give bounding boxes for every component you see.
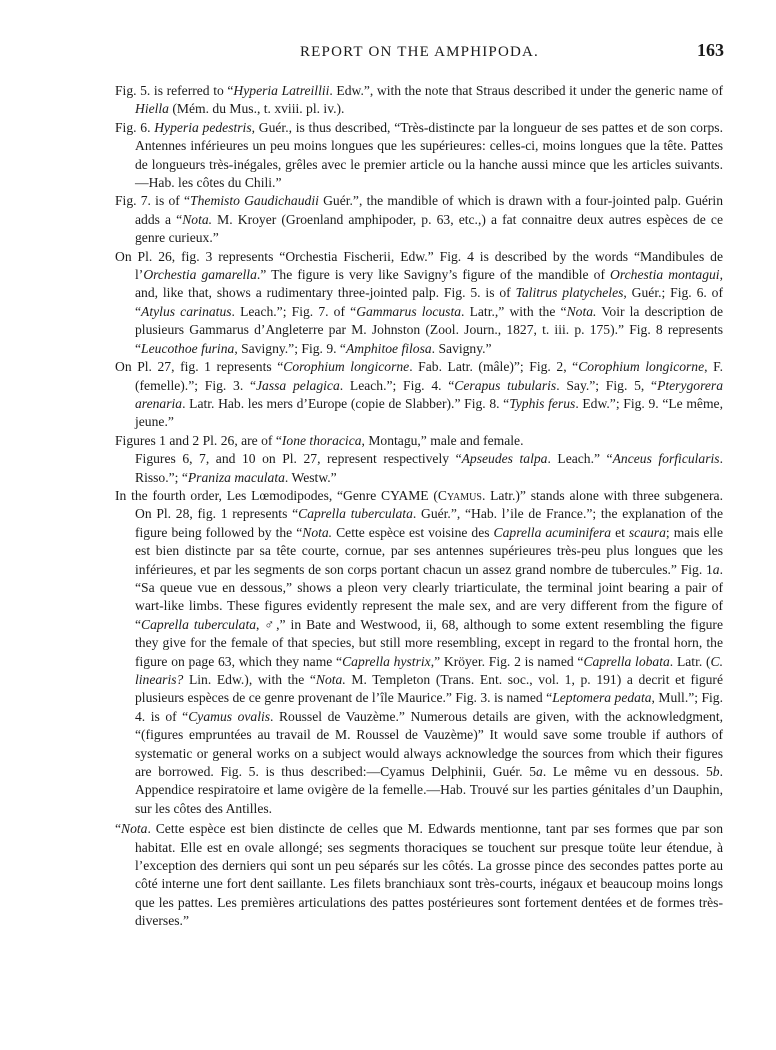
text-run: Cette espèce est voisine des [332, 524, 494, 540]
text-run: On Pl. 26, fig. 3 represents “Orchestia Fischerii, Edw.” Fig. 4 is described by the words “Mandibules de l’ [115, 248, 723, 283]
italic-text: Orchestia gamarella [143, 267, 257, 283]
text-run: , F. (femelle).”; Fig. 3. “ [135, 359, 724, 393]
italic-text: Caprella tuberculata [298, 506, 413, 522]
italic-text: Nota. [182, 211, 213, 227]
paragraph [115, 358, 723, 432]
text-run: In the fourth order, Les Lœmodipodes, “Genre CYAME ( [115, 487, 438, 503]
text-run: , Mull.”; Fig. 4. is of “ [135, 690, 723, 724]
paragraph [115, 248, 723, 358]
text-run: M. Kroyer (Groenland amphipoder, p. 63, etc.,) a fat connaitre deux autres espèces de ce genre curieux.” [135, 211, 723, 246]
italic-text: Corophium longicorne [578, 359, 705, 375]
italic-text: Gammarus locusta [356, 303, 462, 319]
italic-text: Orchestia montagui [610, 267, 720, 283]
text-run: . Say.”; Fig. 5, “ [556, 377, 658, 393]
italic-text: Cyamus ovalis [188, 708, 271, 724]
text-run: ; mais elle est bien distincte par sa tête courte, cornue, par ses antennes supérieures très-peu plus longues que les inférieures, et par les segments de son corps portant chacun un assez grand nombre de tubercules.” Fig. 1 [135, 524, 723, 577]
paragraph [115, 487, 723, 818]
text-run: , Guér., is thus described, “Très-distincte par la longueur de ses pattes et de son corps. Antennes inférieures un peu moins longues que les supérieures: celles-ci, moins longues que la tête. Pattes de longueurs très-inégales, grêles avec le premier article ou la hanche aussi mince que les articles suivants.—Hab. les côtes du Chili.” [135, 119, 723, 191]
italic-text: Caprella hystrix [342, 653, 431, 669]
page-header [115, 40, 724, 64]
text-run: Fig. 5. is referred to “ [115, 83, 234, 98]
text-run: . Edw.”, with the note that Straus described it under the generic name of [329, 83, 723, 98]
italic-text: Corophium longicorne [283, 359, 410, 375]
text-run: . “Sa queue vue en dessous,” shows a pleon very clearly triarticulate, the terminal joint bearing a pair of wart-like limbs. These figures evidently represent the male sex, and are very different from the figure of “ [135, 561, 723, 632]
text-run: Fig. 6. [115, 119, 155, 135]
text-run: . Leach.”; Fig. 7. of “ [231, 303, 357, 319]
text-run: .” The figure is very like Savigny’s figure of the mandible of [256, 267, 611, 283]
text-run: . Risso.”; “ [135, 451, 723, 485]
italic-text: Leucothoe furina [141, 340, 235, 356]
text-run: . Cette espèce est bien distincte de celles que M. Edwards mentionne, tant par ses formes que par son habitat. Elle est en ovale allongé; ses segments thoraciques se touchent sur presque toüte leur étendue, à l’exception des derniers qui sont un peu séparés sur les côtés. La grosse pince des secondes pattes porte au côté interne une fort dent saillante. Les filets branchiaux sont très-courts, inégaux et beaucoup moins longs que les pattes. Les premières articulations des pattes postérieures sont fortement dentées et de formes très-diverses.” [135, 821, 723, 929]
text-run: . Fab. Latr. (mâle)”; Fig. 2, “ [409, 359, 579, 375]
italic-text: Talitrus platycheles [515, 285, 624, 301]
italic-text: Hyperia pedestris [154, 119, 252, 135]
italic-text: Anceus forficularis [612, 451, 720, 467]
italic-text: Nota. [566, 303, 597, 319]
text-run: Voir la description de plusieurs Gammarus d’Angleterre par M. Johnston (Zool. Journ., 1827, t. iii. p. 175).” Fig. 8 represents “ [135, 303, 723, 356]
text-run: Fig. 7. is of “ [115, 193, 191, 209]
text-run: . Edw.”; Fig. 9. “Le même, jeune.” [135, 395, 723, 430]
italic-text: Pterygorera arenaria [135, 377, 723, 411]
text-run: . Latr.)” stands alone with three subgenera. On Pl. 28, fig. 1 represents “ [135, 487, 723, 522]
page-body [115, 82, 723, 931]
text-run: Figures 6, 7, and 10 on Pl. 27, represent respectively “ [135, 451, 462, 467]
text-run: , Montagu,” male and female. [361, 432, 524, 448]
italic-text: Nota. [315, 672, 346, 687]
text-run: . Appendice respiratoire et lame ovigère de la femelle.—Hab. Trouvé sur les parties génitales d’un Dauphin, sur les côtes des Antilles. [135, 764, 723, 816]
text-run: Cyamus [437, 487, 482, 503]
text-run: . Leach.”; Fig. 4. “ [339, 377, 455, 393]
paragraph [115, 450, 723, 487]
text-run: , ♂,” in Bate and Westwood, ii, 68, although to some extent resembling the figure they give for the female of that species, but still more resembling, except in regard to the frontal horn, the figure on page 63, which they name “ [135, 616, 723, 669]
text-run: , and, like that, shows a rudimentary three-jointed palp. Fig. 5. is of [135, 267, 723, 301]
running-title: REPORT ON THE AMPHIPODA. [299, 44, 540, 60]
text-run: ,” Kröyer. Fig. 2 is named “ [430, 653, 584, 669]
text-run: et [611, 524, 629, 540]
italic-text: Leptomera pedata [552, 690, 652, 706]
paragraph [115, 119, 723, 193]
italic-text: Hyperia Latreillii [233, 83, 330, 98]
text-run: . Leach.” “ [547, 451, 613, 467]
italic-text: Atylus carinatus [141, 303, 232, 319]
italic-text: Nota [121, 821, 148, 837]
italic-text: a [712, 561, 720, 577]
text-run: Lin. Edw.), with the “ [183, 672, 316, 687]
text-run: “ [115, 821, 122, 837]
paragraph [115, 82, 723, 119]
italic-text: Caprella acuminifera [493, 524, 612, 540]
text-run: . Guér.”, “Hab. l’ile de France.”; the explanation of the figure being followed by the “ [135, 506, 724, 540]
text-run: . Le même vu en dessous. 5 [542, 764, 713, 780]
italic-text: Typhis ferus [509, 395, 576, 411]
italic-text: Caprella lobata [583, 653, 670, 669]
text-run: . Latr. Hab. les mers d’Europe (copie de Slabber).” Fig. 8. “ [182, 395, 510, 411]
page-number: 163 [697, 40, 724, 60]
text-run: . Latr.,” with the “ [461, 303, 567, 319]
paragraph [115, 192, 723, 247]
text-run: M. Templeton (Trans. Ent. soc., vol. 1, p. 191) a decrit et figuré plusieurs espèces de ce genre provenant de l’île Maurice.” Fig. 3. is named “ [135, 672, 723, 706]
italic-text: b [712, 764, 720, 780]
text-run: . Savigny.” [431, 340, 492, 356]
italic-text: Themisto Gaudichaudii [190, 193, 319, 209]
italic-text: Hiella [135, 101, 169, 117]
italic-text: a [536, 764, 543, 780]
text-run: . Westw.” [284, 469, 337, 485]
paragraph [115, 820, 723, 930]
text-run: , Savigny.”; Fig. 9. “ [234, 340, 346, 356]
italic-text: scaura [628, 524, 666, 540]
italic-text: C. linearis? [135, 653, 723, 687]
text-run: , Guér.; Fig. 6. of “ [135, 285, 723, 319]
text-run: Guér.”, the mandible of which is drawn with a four-jointed palp. Guérin adds a “ [135, 193, 724, 227]
text-run: . Latr. ( [669, 653, 711, 669]
italic-text: Ione thoracica [281, 432, 362, 448]
text-run: On Pl. 27, fig. 1 represents “ [115, 359, 284, 375]
paragraph [115, 432, 723, 450]
text-run: Figures 1 and 2 Pl. 26, are of “ [115, 432, 282, 448]
text-run: . Roussel de Vauzème.” Numerous details are given, with the acknowledgment, “(figures empruntées au travail de M. Roussel de Vauzème)” It would save some trouble if authors of systematic or general works on a subject would always acknowledge the sources from which their figures are borrowed. Fig. 5. is thus described:—Cyamus Delphinii, Guér. 5 [135, 708, 724, 780]
text-run: (Mém. du Mus., t. xviii. pl. iv.). [168, 101, 345, 117]
italic-text: Cerapus tubularis [454, 377, 557, 393]
italic-text: Jassa pelagica [256, 377, 340, 393]
italic-text: Nota. [302, 524, 333, 540]
italic-text: Apseudes talpa [461, 451, 548, 467]
italic-text: Praniza maculata [187, 469, 285, 485]
italic-text: Caprella tuberculata [141, 616, 257, 632]
italic-text: Amphitoe filosa [345, 340, 432, 356]
